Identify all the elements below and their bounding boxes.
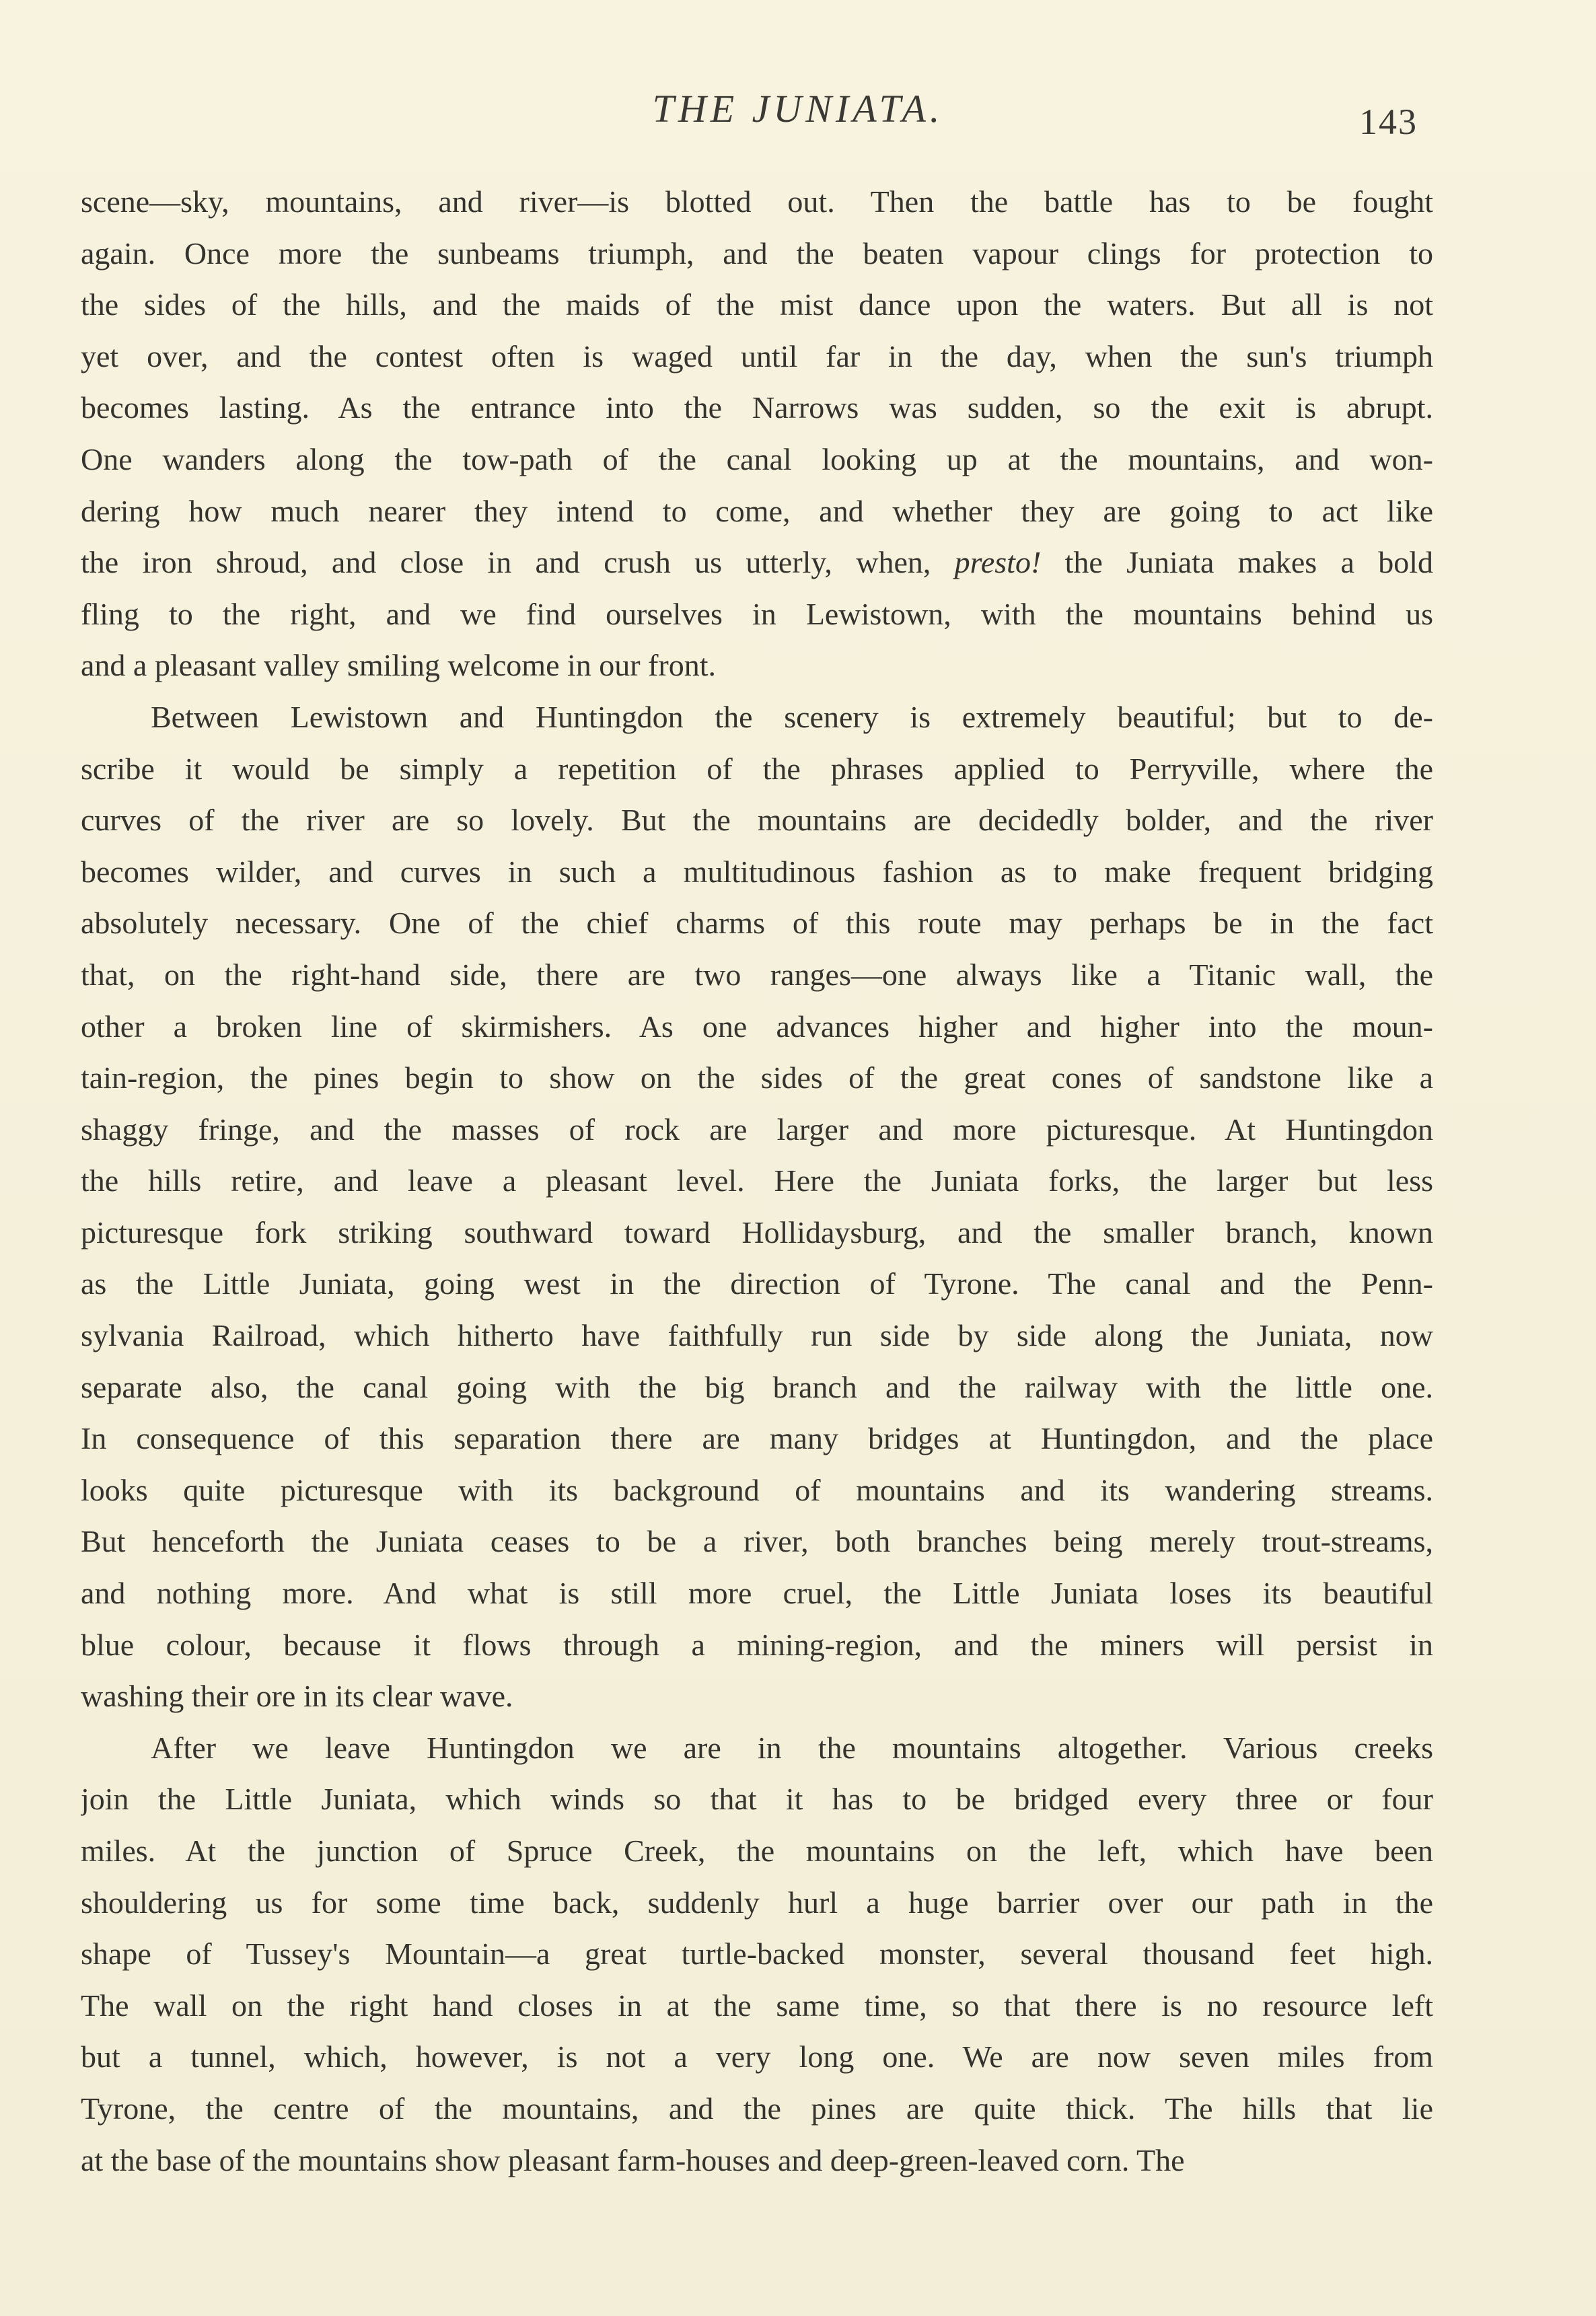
text-line: looks quite picturesque with its background of mountains and its wandering streams. [81,1472,1433,1507]
text-line: curves of the river are so lovely. But the mountains are decidedly bolder, and the river [81,803,1433,838]
text-line: shouldering us for some time back, suddenly hurl a huge barrier over our path in the [81,1885,1433,1920]
text-line: shape of Tussey's Mountain—a great turtle-backed monster, several thousand feet high. [81,1937,1433,1971]
text-line: that, on the right-hand side, there are two ranges—one always like a Titanic wall, the [81,957,1433,992]
italic-word: presto! [954,545,1042,580]
text-line: fling to the right, and we find ourselves in Lewistown, with the mountains behind us [81,596,1433,631]
text-line: as the Little Juniata, going west in the direction of Tyrone. The canal and the Penn- [81,1266,1433,1301]
text-line: but a tunnel, which, however, is not a very long one. We are now seven miles from [81,2039,1433,2074]
page-number: 143 [1359,102,1418,142]
text-line: But henceforth the Juniata ceases to be a river, both branches being merely trout-streams, [81,1524,1433,1559]
text-line: tain-region, the pines begin to show on the sides of the great cones of sandstone like a [81,1060,1433,1095]
text-line: becomes wilder, and curves in such a multitudinous fashion as to make frequent bridging [81,854,1433,889]
text-line: the sides of the hills, and the maids of the mist dance upon the waters. But all is not [81,287,1433,322]
text-line: dering how much nearer they intend to come, and whether they are going to act like [81,493,1433,528]
text-line: other a broken line of skirmishers. As one advances higher and higher into the moun- [81,1009,1433,1044]
text-line: separate also, the canal going with the big branch and the railway with the little one. [81,1369,1433,1404]
text-line: and a pleasant valley smiling welcome in our front. [81,648,717,683]
text-line: miles. At the junction of Spruce Creek, the mountains on the left, which have been [81,1834,1433,1868]
text-line: yet over, and the contest often is waged until far in the day, when the sun's triumph [81,338,1433,373]
text-line: scene—sky, mountains, and river—is blotted out. Then the battle has to be fought [81,184,1433,219]
text-line: After we leave Huntingdon we are in the mountains altogether. Various creeks [151,1730,1433,1765]
text-line: blue colour, because it flows through a mining-region, and the miners will persist in [81,1627,1433,1662]
text-line: One wanders along the tow-path of the canal looking up at the mountains, and won- [81,441,1433,476]
text-line: washing their ore in its clear wave. [81,1679,513,1714]
text-line: Tyrone, the centre of the mountains, and the pines are quite thick. The hills that lie [81,2091,1433,2126]
text-line: absolutely necessary. One of the chief charms of this route may perhaps be in the fact [81,906,1433,941]
text-line: shaggy fringe, and the masses of rock are larger and more picturesque. At Huntingdon [81,1112,1433,1147]
text-line: Between Lewistown and Huntingdon the scenery is extremely beautiful; but to de- [151,699,1433,734]
text-line: The wall on the right hand closes in at the same time, so that there is no resource left [81,1988,1433,2023]
text-line: scribe it would be simply a repetition of the phrases applied to Perryville, where the [81,751,1433,786]
text-line: and nothing more. And what is still more cruel, the Little Juniata loses its beautiful [81,1576,1433,1611]
text-line: at the base of the mountains show pleasant farm-houses and deep-green-leaved corn. The [81,2142,1185,2177]
text-run: the Juniata makes a bold [1041,545,1433,580]
text-line: join the Little Juniata, which winds so that it has to be bridged every three or four [81,1782,1433,1817]
text-line: becomes lasting. As the entrance into the Narrows was sudden, so the exit is abrupt. [81,390,1433,425]
text-line: again. Once more the sunbeams triumph, and the beaten vapour clings for protection to [81,236,1433,270]
text-line: sylvania Railroad, which hitherto have faithfully run side by side along the Juniata, now [81,1318,1433,1353]
text-line: In consequence of this separation there are many bridges at Huntingdon, and the place [81,1421,1433,1456]
running-title: THE JUNIATA. [652,87,944,131]
text-run: the iron shroud, and close in and crush us utterly, when, [81,545,955,580]
text-line: the hills retire, and leave a pleasant level. Here the Juniata forks, the larger but less [81,1163,1433,1198]
body-text [81,176,1433,2186]
text-line: picturesque fork striking southward toward Hollidaysburg, and the smaller branch, known [81,1215,1433,1250]
text-line [81,537,1433,589]
